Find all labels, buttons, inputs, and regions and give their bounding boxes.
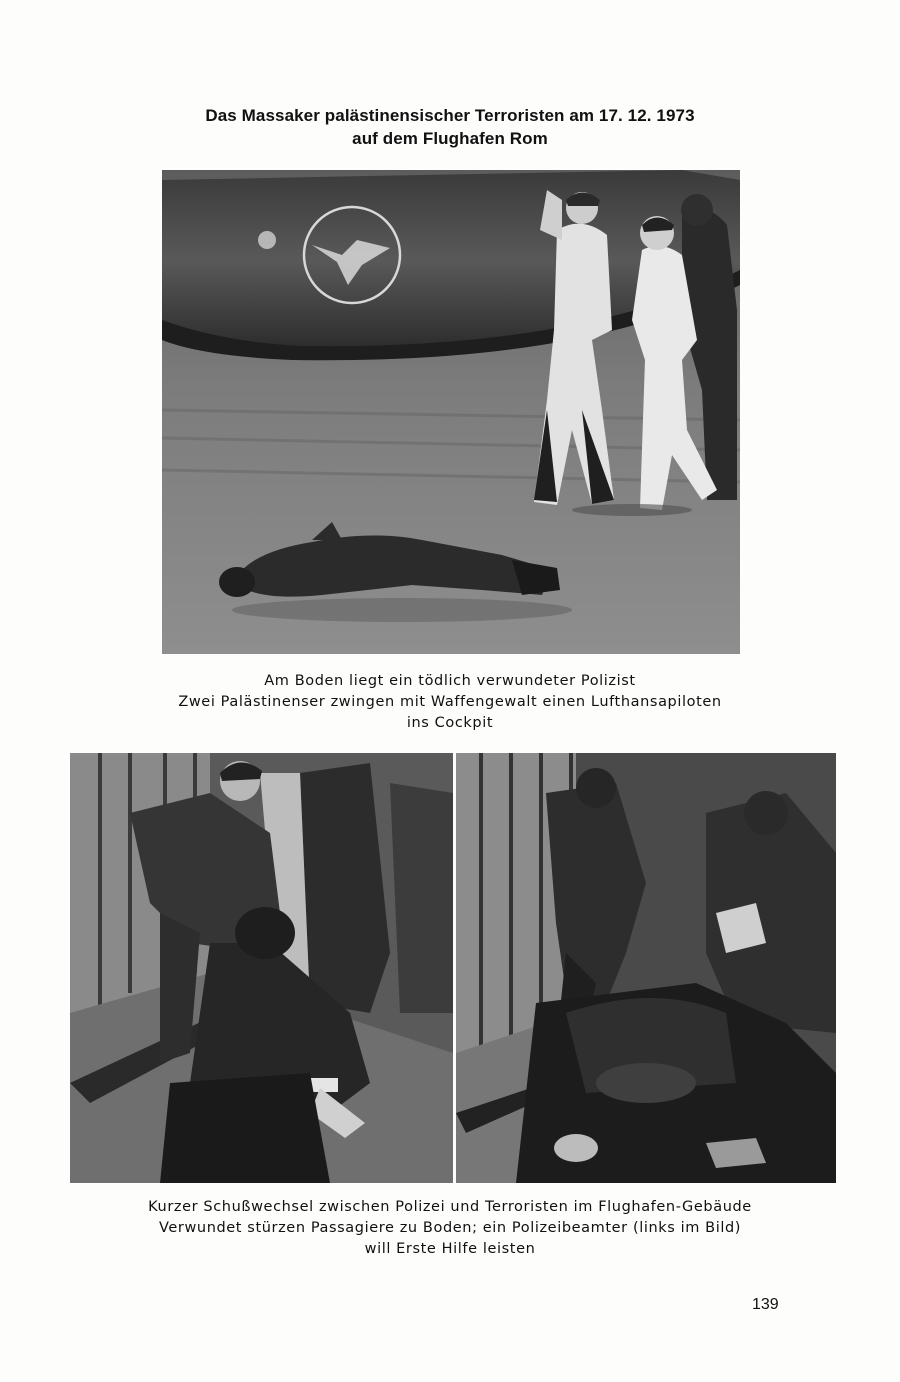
photo-terminal-left (70, 753, 453, 1183)
page-title-line-2: auf dem Flughafen Rom (352, 129, 548, 148)
page-number: 139 (752, 1296, 779, 1313)
page-title-line-1: Das Massaker palästinensischer Terroristen am 17. 12. 1973 (205, 106, 695, 125)
caption-bottom-line-1: Kurzer Schußwechsel zwischen Polizei und Terroristen im Flughafen-Gebäude (148, 1199, 752, 1215)
caption-top-photo (0, 671, 900, 734)
caption-top-line-2: Zwei Palästinenser zwingen mit Waffengewalt einen Lufthansapiloten (178, 694, 722, 710)
photo-terminal-right (456, 753, 836, 1183)
photo-airport-tarmac (162, 170, 740, 654)
caption-bottom-line-2: Verwundet stürzen Passagiere zu Boden; ein Polizeibeamter (links im Bild) (158, 1220, 742, 1236)
caption-bottom-line-3: will Erste Hilfe leisten (364, 1241, 536, 1257)
caption-bottom-photos (0, 1197, 900, 1260)
caption-top-line-1: Am Boden liegt ein tödlich verwundeter Polizist (264, 673, 636, 689)
caption-top-line-3: ins Cockpit (406, 715, 494, 731)
